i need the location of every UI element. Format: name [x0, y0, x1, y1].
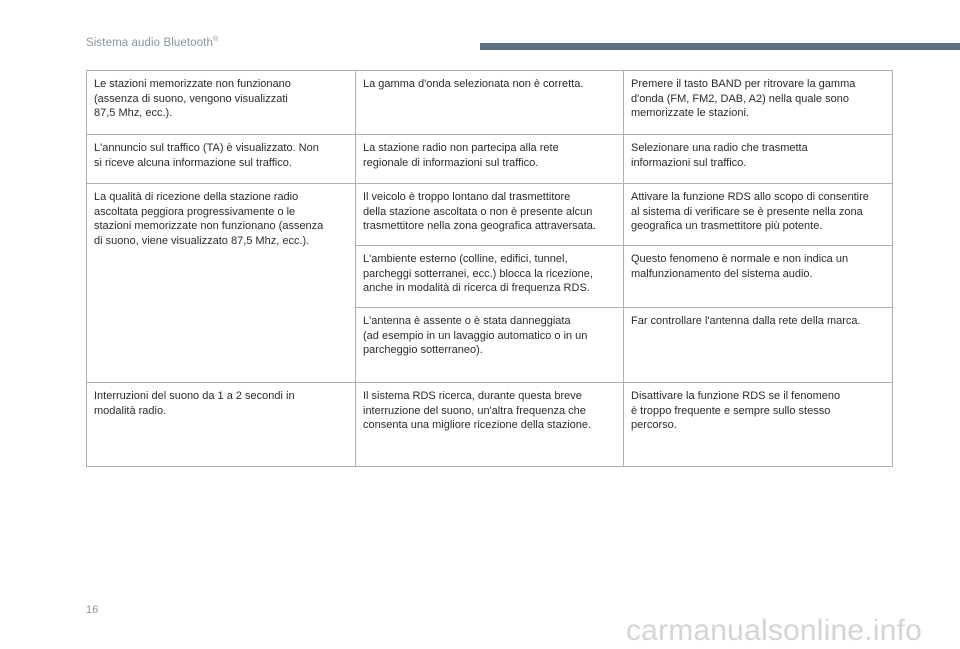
solution-cell: Far controllare l'antenna dalla rete della marca.: [624, 308, 893, 383]
table-row: [87, 383, 893, 467]
watermark-text: carmanualsonline.info: [625, 614, 922, 647]
solution-cell: Disattivare la funzione RDS se il fenomeno è troppo frequente e sempre sullo stesso percorso.: [624, 383, 893, 467]
cause-cell: Il sistema RDS ricerca, durante questa breve interruzione del suono, un'altra frequenza che consenta una migliore ricezione della stazione.: [356, 383, 624, 467]
solution-cell: Attivare la funzione RDS allo scopo di consentire al sistema di verificare se è presente nella zona geografica un trasmettitore più potente.: [624, 184, 893, 246]
solution-cell: Selezionare una radio che trasmetta informazioni sul traffico.: [624, 135, 893, 184]
problem-cell: Le stazioni memorizzate non funzionano (assenza di suono, vengono visualizzati 87,5 Mhz, ecc.).: [87, 71, 356, 135]
registered-mark: ®: [212, 36, 219, 43]
table-row: [87, 135, 893, 184]
section-title: [86, 36, 218, 49]
solution-cell: Questo fenomeno è normale e non indica un malfunzionamento del sistema audio.: [624, 246, 893, 308]
problem-cell: L'annuncio sul traffico (TA) è visualizzato. Non si riceve alcuna informazione sul traffico.: [87, 135, 356, 184]
cause-cell: La gamma d'onda selezionata non è corretta.: [356, 71, 624, 135]
table-row: [87, 184, 893, 246]
table-row: [87, 71, 893, 135]
problem-cell: La qualità di ricezione della stazione radio ascoltata peggiora progressivamente o le stazioni memorizzate non funzionano (assenza di suono, viene visualizzato 87,5 Mhz, ecc.).: [87, 184, 356, 383]
cause-cell: L'antenna è assente o è stata danneggiata (ad esempio in un lavaggio automatico o in un parcheggio sotterraneo).: [356, 308, 624, 383]
cause-cell: L'ambiente esterno (colline, edifici, tunnel, parcheggi sotterranei, ecc.) blocca la ricezione, anche in modalità di ricerca di frequenza RDS.: [356, 246, 624, 308]
cause-cell: Il veicolo è troppo lontano dal trasmettitore della stazione ascoltata o non è presente alcun trasmettitore nella zona geografica attraversata.: [356, 184, 624, 246]
page-number: 16: [86, 604, 99, 616]
header-bar: [480, 43, 960, 50]
solution-cell: Premere il tasto BAND per ritrovare la gamma d'onda (FM, FM2, DAB, A2) nella quale sono memorizzate le stazioni.: [624, 71, 893, 135]
cause-cell: La stazione radio non partecipa alla rete regionale di informazioni sul traffico.: [356, 135, 624, 184]
problem-cell: Interruzioni del suono da 1 a 2 secondi in modalità radio.: [87, 383, 356, 467]
section-title-text: Sistema audio Bluetooth: [86, 36, 213, 49]
troubleshooting-table: [86, 70, 893, 467]
